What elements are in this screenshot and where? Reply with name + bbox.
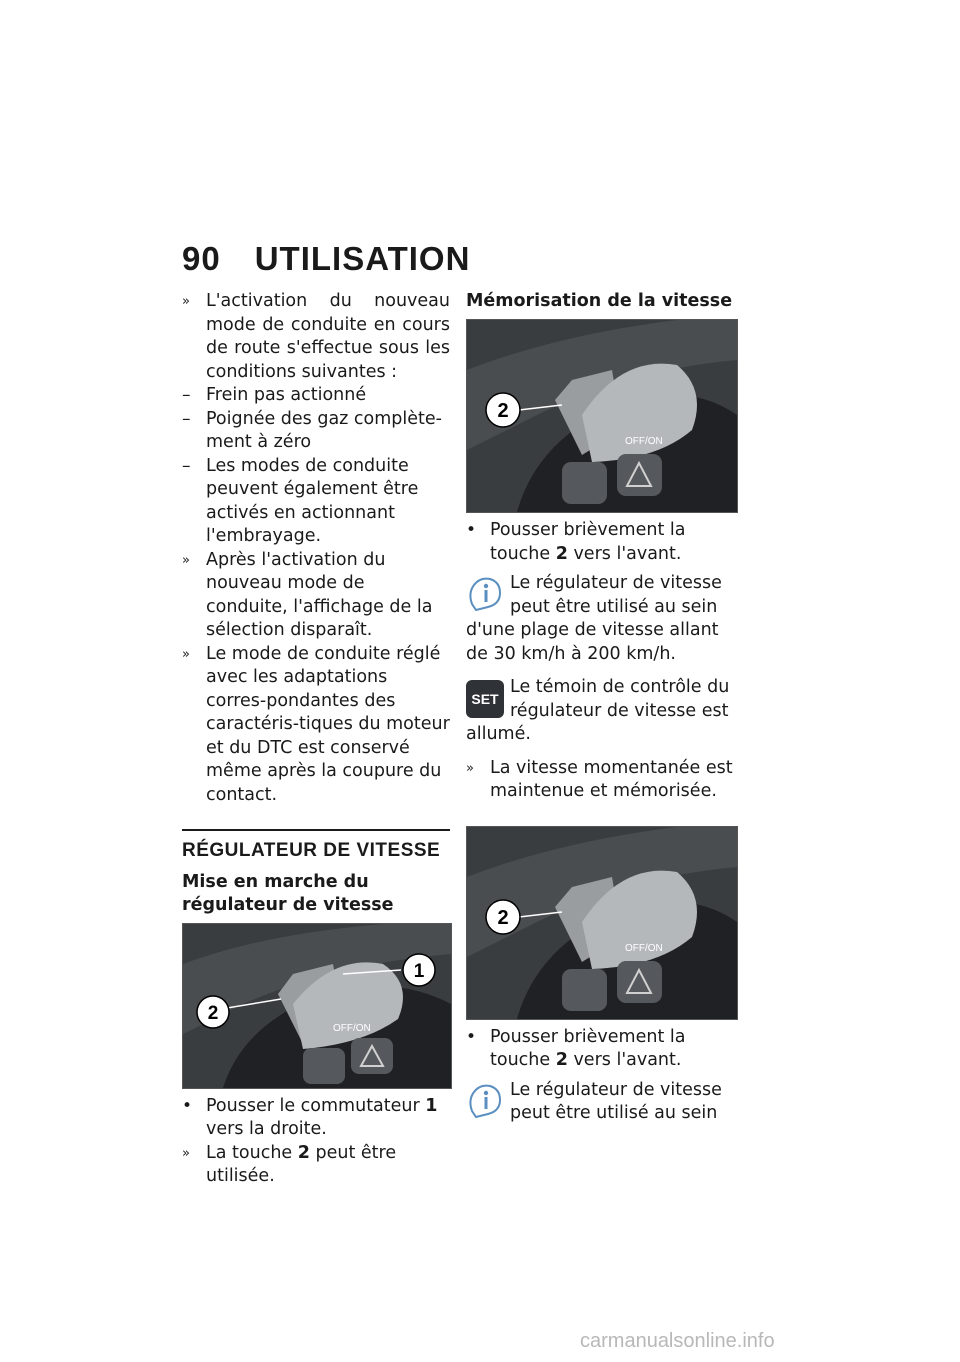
note-text: allumé. xyxy=(466,724,531,744)
item-text: vers l'avant. xyxy=(567,1050,682,1070)
right-column xyxy=(466,290,738,1126)
list-item xyxy=(182,1095,450,1142)
item-text: Pousser le commutateur xyxy=(206,1095,426,1116)
note-text: Le régulateur de vitesse peut être utilisé au sein xyxy=(510,573,722,617)
item-text: La touche xyxy=(206,1142,298,1163)
note-text: Le témoin de contrôle du régulateur de vitesse est xyxy=(510,677,730,721)
item-text: Après l'activation du nouveau mode de conduite, l'affichage de la sélection disparaît. xyxy=(206,549,433,640)
info-note xyxy=(466,1079,738,1126)
callout-1: 1 xyxy=(413,960,425,982)
section-title: RÉGULATEUR DE VITESSE xyxy=(182,840,441,861)
section-divider xyxy=(182,829,450,831)
callout-2: 2 xyxy=(497,400,509,422)
callout-2: 2 xyxy=(207,1002,219,1024)
left-column xyxy=(182,290,450,1189)
list-item xyxy=(182,643,450,808)
switch-illustration xyxy=(183,924,451,1088)
callout-2: 2 xyxy=(497,906,509,929)
item-text: La vitesse momentanée est maintenue et mémorisée. xyxy=(490,757,733,801)
subsection-title: Mise en marche du régulateur de vitesse xyxy=(182,871,394,915)
page-header xyxy=(182,240,470,278)
item-text: Pousser brièvement la touche xyxy=(490,520,686,564)
info-icon xyxy=(466,574,504,612)
page-number: 90 xyxy=(182,240,221,277)
list-item xyxy=(182,290,450,384)
item-text: Poignée des gaz complète-ment à zéro xyxy=(206,408,442,452)
item-ref: 1 xyxy=(425,1095,438,1116)
result-marker: » xyxy=(182,1145,190,1161)
list-item xyxy=(182,455,450,549)
result-marker: » xyxy=(182,294,190,309)
list-item xyxy=(182,384,450,408)
item-text: Le mode de conduite réglé avec les adaptations corres-pondantes des caractéris-tiques du moteur et du DTC est conservé même après la coupure du contact. xyxy=(206,643,450,805)
item-text: Pousser brièvement la touche xyxy=(490,1026,686,1070)
dash-marker: – xyxy=(182,385,191,405)
off-on-label: OFF/ON xyxy=(625,942,663,954)
item-ref: 2 xyxy=(555,1050,568,1070)
info-note xyxy=(466,572,738,666)
list-item xyxy=(182,549,450,643)
speed-memory-photo-2 xyxy=(466,826,738,1020)
note-text: Le régulateur de vitesse peut être utilisé au sein xyxy=(510,1079,722,1123)
switch-illustration xyxy=(467,320,737,512)
item-text: vers la droite. xyxy=(206,1119,327,1139)
list-item xyxy=(182,408,450,455)
item-text: Frein pas actionné xyxy=(206,385,367,405)
item-text: Les modes de conduite peuvent également être activés en actionnant l'embrayage. xyxy=(206,455,419,546)
list-item xyxy=(466,757,738,804)
set-indicator-icon: SET xyxy=(466,680,504,718)
item-text: peut être utilisée. xyxy=(206,1142,397,1186)
item-ref: 2 xyxy=(297,1142,310,1163)
page-title: UTILISATION xyxy=(254,240,471,277)
result-marker: » xyxy=(182,646,190,662)
set-indicator-note xyxy=(466,676,738,747)
speed-memory-photo xyxy=(466,319,738,513)
item-text: L'activation du nouveau mode de conduite en cours de route s'effectue sous les conditions suivantes : xyxy=(206,291,450,382)
watermark: carmanualsonline.info xyxy=(580,1330,775,1352)
info-icon xyxy=(466,1081,504,1119)
dash-marker: – xyxy=(182,408,191,429)
cruise-control-switch-photo xyxy=(182,923,452,1089)
item-text: vers l'avant. xyxy=(567,543,682,564)
result-marker: » xyxy=(466,760,474,776)
list-item xyxy=(466,1026,738,1073)
bullet-marker: • xyxy=(466,1026,477,1047)
off-on-label: OFF/ON xyxy=(333,1022,371,1034)
list-item xyxy=(182,1142,450,1189)
bullet-marker: • xyxy=(466,520,477,540)
item-ref: 2 xyxy=(555,543,568,564)
result-marker: » xyxy=(182,552,190,568)
subsection-title: Mémorisation de la vitesse xyxy=(466,291,733,311)
dash-marker: – xyxy=(182,455,191,476)
switch-illustration xyxy=(467,827,737,1019)
list-item xyxy=(466,519,738,566)
off-on-label: OFF/ON xyxy=(625,436,663,447)
bullet-marker: • xyxy=(182,1095,193,1116)
note-text: d'une plage de vitesse allant de 30 km/h à 200 km/h. xyxy=(466,620,719,664)
